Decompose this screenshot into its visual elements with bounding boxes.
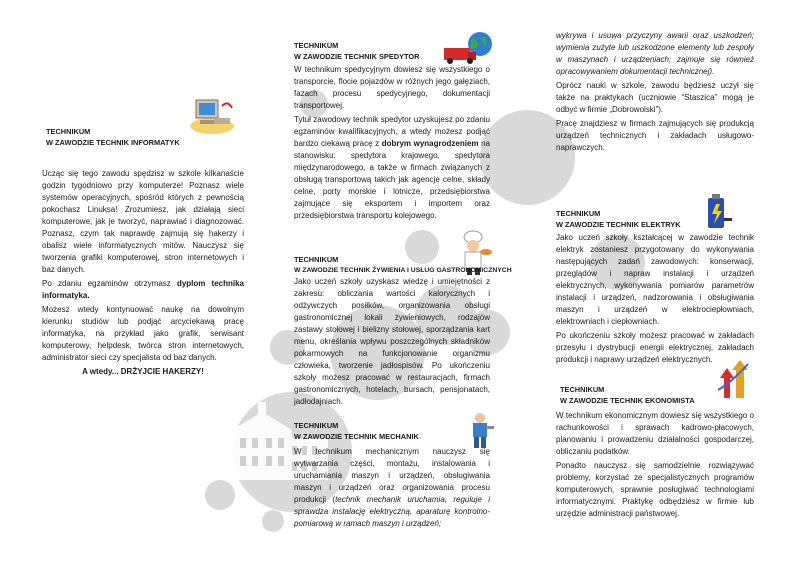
gastronomia-section — [294, 254, 512, 410]
ekonomista-title-2: W ZAWODZIE TECHNIK EKONOMISTA — [560, 396, 695, 405]
mechanik-continuation — [556, 30, 754, 156]
mechanik-title-1: TECHNIKUM — [294, 421, 339, 430]
ekonomista-title-1: TECHNIKUM — [560, 385, 605, 394]
spedytor-title-2: W ZAWODZIE TECHNIK SPEDYTOR — [294, 52, 420, 61]
bg-circle — [262, 510, 284, 532]
gastronomia-title-1: TECHNIKUM — [294, 255, 339, 264]
informatyk-title-1: TECHNIKUM — [46, 127, 91, 136]
gastronomia-title-2: W ZAWODZIE TECHNIK ŻYWIENIA I USŁUG GASTRONOMICZNYCH — [294, 267, 512, 274]
informatyk-paragraph-3: Możesz wtedy kontynuować naukę na dowolnym kierunku studiów lub podjąć arcyciekawą pracę informatyka, na przykład jako grafik, serwisant komputerowy, helpdesk, twórca stron internetowych, administrator sieci czy specjalista od baz danych. — [42, 305, 244, 362]
gastronomia-paragraph-1: Jako uczeń szkoły uzyskasz wiedzę i umiejętności z zakresu: obliczania wartości kalorycznych i odżywczych posiłków, organizowania obsługi gastronomicznej lokali żywieniowych, rodzajów zastawy stołowej i bielizny stołowej, sporządzania kart menu, określania wpływu poszczególnych składników pokarmowych na funkcjonowanie organizmu człowieka, tworzenie jadłospisów. Po ukończeniu szkoły możesz pracować w restauracjach, firmach gastronomicznych, hotelach, bursach, pensjonatach, jadłodajniach. — [294, 277, 490, 406]
elektryk-title-1: TECHNIKUM — [556, 209, 601, 218]
elektryk-section — [556, 208, 754, 368]
informatyk-section — [42, 126, 244, 380]
ekonomista-paragraph-2: Ponadto nauczysz się samodzielnie rozwiązywać problemy, korzystać ze specjalistycznych programów komputerowych, sprawnie posługiwać technologiami informatycznymi. Praktykę odbędziesz w firmie lub urzędzie administracji państwowej. — [556, 461, 754, 518]
elektryk-paragraph-2: Po ukończeniu szkoły możesz pracować w zakładach przesyłu i dystrybucji energii elektrycznej, zakładach produkcji i naprawy urządzeń elektrycznych. — [556, 331, 754, 364]
mechanik-paragraph-1: W technikum mechanicznym nauczysz się wytwarzania części, montażu, instalowania i uruchamiania maszyn i urządzeń, obsługiwania maszyn i urządzeń oraz organizowania procesu produkcji (technik mechanik uruchamia, reguluje i sprawdza instalację elektryczną, aparaturę kontrolno-pomiarową w ramach maszyn i urządzeń; — [294, 447, 490, 528]
mechanik-continuation-paragraph: wykrywa i usuwa przyczyny awarii oraz uszkodzeń; wymienia zużyte lub uszkodzone elementy lub zespoły w maszynach i urządzeniach; zajmuje się również opracowywaniem dokumentacji technicznej). — [556, 31, 754, 76]
mechanik-section — [294, 420, 490, 532]
informatyk-slogan: A wtedy... DRŻYJCIE HAKERZY! — [82, 367, 204, 376]
ekonomista-section — [556, 384, 754, 522]
elektryk-paragraph-1: Jako uczeń szkoły kształcącej w zawodzie technik elektryk zostaniesz przygotowany do wykonywania następujących zadań zawodowych: konserwacji, przeglądów i napraw instalacji i urządzeń elektrycznych, wykonywania pomiarów parametrów instalacji i urządzeń, nadzorowania i obsługiwania maszyn i urządzeń w elektrociepłowniach, elektrowniach i ciepłowniach. — [556, 233, 754, 326]
mechanik-work-paragraph: Pracę znajdziesz w firmach zajmujących się produkcją urządzeń technicznych i zakładach usługowo-naprawczych. — [556, 119, 754, 152]
ekonomista-paragraph-1: W technikum ekonomicznym dowiesz się wszystkiego o rachunkowości i sprawach kadrowo-płacowych, planowaniu i prowadzeniu działalności gospodarczej, obliczaniu podatków. — [556, 411, 754, 456]
spedytor-paragraph-1: W technikum spedycyjnym dowiesz się wszystkiego o transporcie, flocie pojazdów w różnych jego gałęziach, fazach procesu spedycyjnego, dokumentacji transportowej. — [294, 65, 490, 110]
spedytor-title-1: TECHNIKUM — [294, 41, 339, 50]
mechanik-practice-paragraph: Oprócz nauki w szkole, zawodu będziesz uczył się także na praktykach (uczniowie “Staszica” mogą je odbyć w firmie „Dobrowolski”). — [556, 81, 754, 114]
elektryk-title-2: W ZAWODZIE TECHNIK ELEKTRYK — [556, 220, 681, 229]
spedytor-section — [294, 40, 490, 224]
mechanik-title-2: W ZAWODZIE TECHNIK MECHANIK — [294, 432, 419, 441]
informatyk-paragraph-1: Ucząc się tego zawodu spędzisz w szkole kilkanaście godzin tygodniowo przy komputerze! Poznasz wiele systemów operacyjnych, spośród których z pewnością pokochasz Linuksa! Zrozumiesz, jak działają sieci komputerowe, jak je tworzyć, naprawiać i diagnozować. Poznasz, czym tak naprawdę zajmują się hakerzy i obalisz wiele informatycznych mitów. Nauczysz się tworzenia grafiki komputerowej, stron internetowych i baz danych. — [42, 169, 244, 274]
informatyk-paragraph-2: Po zdaniu egzaminów otrzymasz dyplom technika informatyka. — [42, 279, 245, 300]
informatyk-title-2: W ZAWODZIE TECHNIK INFORMATYK — [46, 138, 180, 147]
spedytor-paragraph-2: Tytuł zawodowy technik spedytor uzyskujesz po zdaniu egzaminów kwalifikacyjnych, a wtedy możesz podjąć bardzo ciekawą pracę z dobrym wynagrodzeniem na stanowisku: spedytora krajowego, spedytora międzynarodowego, a także w firmach związanych z obsługą transportową takich jak agencje celne, składy celne, porty morskie i lotnicze, przedsiębiorstwa zajmujące się eksportem i importem oraz przedsiębiorstwa transportu kolejowego. — [294, 115, 491, 220]
